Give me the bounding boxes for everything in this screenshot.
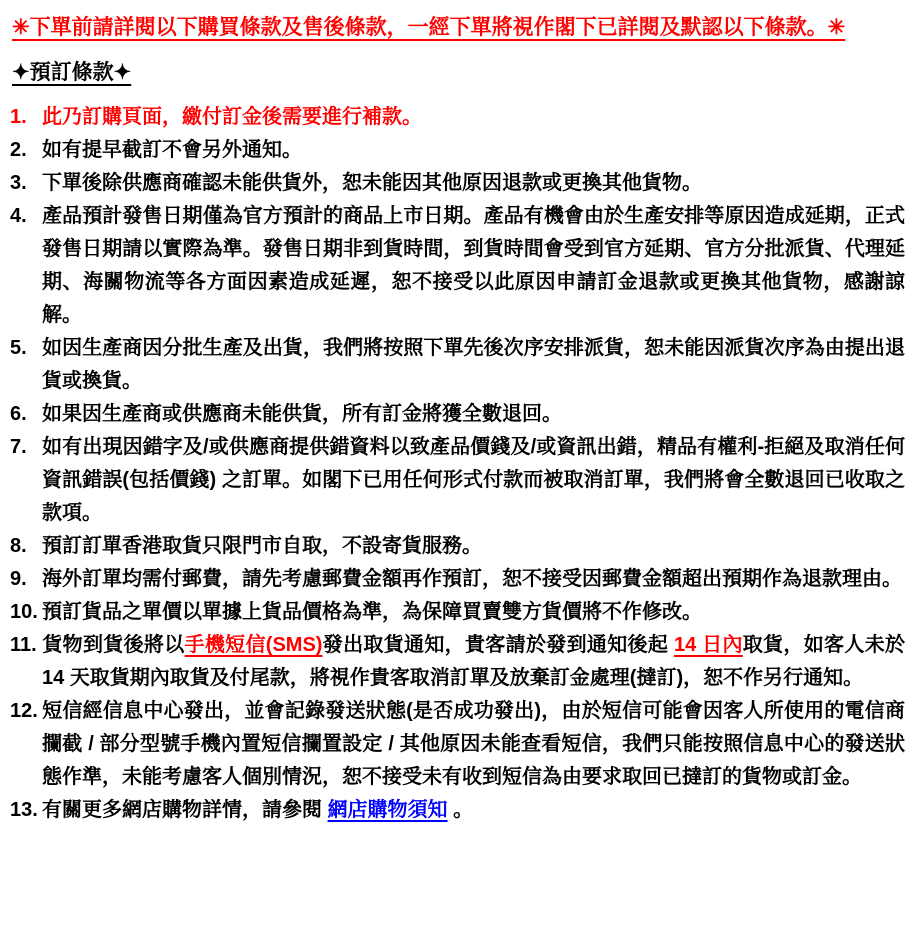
section-title-row <box>12 58 905 88</box>
term-number: 2. <box>10 139 27 161</box>
purchase-terms-notice: ✳下單前請詳閱以下購買條款及售後條款，一經下單將視作閣下已詳閱及默認以下條款。✳ <box>12 16 846 39</box>
term-text: 貨物到貨後將以 <box>42 634 185 656</box>
term-item-10 <box>10 596 905 629</box>
term-number: 7. <box>10 436 27 458</box>
term-item-11 <box>10 629 905 695</box>
term-text: 手機短信(SMS) <box>184 634 323 656</box>
term-item-6 <box>10 398 905 431</box>
term-item-8 <box>10 530 905 563</box>
term-text: 發出取貨通知，貴客請於發到通知後起 <box>322 634 675 656</box>
term-text: 此乃訂購頁面，繳付訂金後需要進行補款。 <box>42 106 422 128</box>
preorder-terms-heading: ✦預訂條款✦ <box>12 61 132 84</box>
term-text: 產品預計發售日期僅為官方預計的商品上市日期。產品有機會由於生產安排等原因造成延期，正式發售日期請以實際為準。發售日期非到貨時間，到貨時間會受到官方延期、官方分批派貨、代理延期、海關物流等各方面因素造成延遲，恕不接受以此原因申請訂金退款或更換其他貨物，感謝諒解。 <box>42 205 905 326</box>
term-number: 5. <box>10 337 27 359</box>
term-number: 12. <box>10 700 38 722</box>
term-item-1 <box>10 101 905 134</box>
term-number: 13. <box>10 799 38 821</box>
term-text: 有關更多網店購物詳情，請參閱 <box>42 799 328 821</box>
term-number: 9. <box>10 568 27 590</box>
term-text: 預訂貨品之單價以單據上貨品價格為準，為保障買賣雙方貨價將不作修改。 <box>42 601 702 623</box>
term-number: 3. <box>10 172 27 194</box>
term-text: 如有提早截訂不會另外通知。 <box>42 139 302 161</box>
term-item-9 <box>10 563 905 596</box>
term-text: 14 日內 <box>674 634 743 656</box>
term-text: 預訂訂單香港取貨只限門市自取，不設寄貨服務。 <box>42 535 482 557</box>
term-text: 如有出現因錯字及/或供應商提供錯資料以致產品價錢及/或資訊出錯，精品有權利-拒絕及取消任何資訊錯誤(包括價錢) 之訂單。如閣下已用任何形式付款而被取消訂單，我們將會全數退回已收取之款項。 <box>42 436 905 524</box>
term-text: 如果因生產商或供應商未能供貨，所有訂金將獲全數退回。 <box>42 403 562 425</box>
term-text: 短信經信息中心發出，並會記錄發送狀態(是否成功發出)，由於短信可能會因客人所使用的電信商攔截 / 部分型號手機內置短信攔置設定 / 其他原因未能查看短信，我們只能按照信息中心的發送狀態作準，未能考慮客人個別情況，恕不接受未有收到短信為由要求取回已撻訂的貨物或訂金。 <box>42 700 905 788</box>
term-number: 11. <box>10 634 37 656</box>
term-item-4 <box>10 200 905 332</box>
term-number: 8. <box>10 535 27 557</box>
term-item-5 <box>10 332 905 398</box>
term-text: 。 <box>447 799 474 821</box>
term-number: 4. <box>10 205 27 227</box>
term-item-13 <box>10 794 905 827</box>
terms-list <box>10 101 905 827</box>
term-text: 取貨，如客人未於 14 天取貨期內取貨及付尾款，將視作貴客取消訂單及放棄訂金處理(撻訂)，恕不作另行通知。 <box>42 634 906 689</box>
term-item-3 <box>10 167 905 200</box>
preorder-terms-page <box>10 13 905 827</box>
term-text: 如因生產商因分批生產及出貨，我們將按照下單先後次序安排派貨，恕未能因派貨次序為由提出退貨或換貨。 <box>42 337 905 392</box>
term-item-7 <box>10 431 905 530</box>
store-shopping-guide-link[interactable]: 網店購物須知 <box>327 799 448 821</box>
term-text: 海外訂單均需付郵費，請先考慮郵費金額再作預訂，恕不接受因郵費金額超出預期作為退款理由。 <box>42 568 902 590</box>
term-item-2 <box>10 134 905 167</box>
term-text: 下單後除供應商確認未能供貨外，恕未能因其他原因退款或更換其他貨物。 <box>42 172 702 194</box>
term-item-12 <box>10 695 905 794</box>
term-number: 6. <box>10 403 27 425</box>
term-number: 1. <box>10 106 27 128</box>
term-number: 10. <box>10 601 38 623</box>
